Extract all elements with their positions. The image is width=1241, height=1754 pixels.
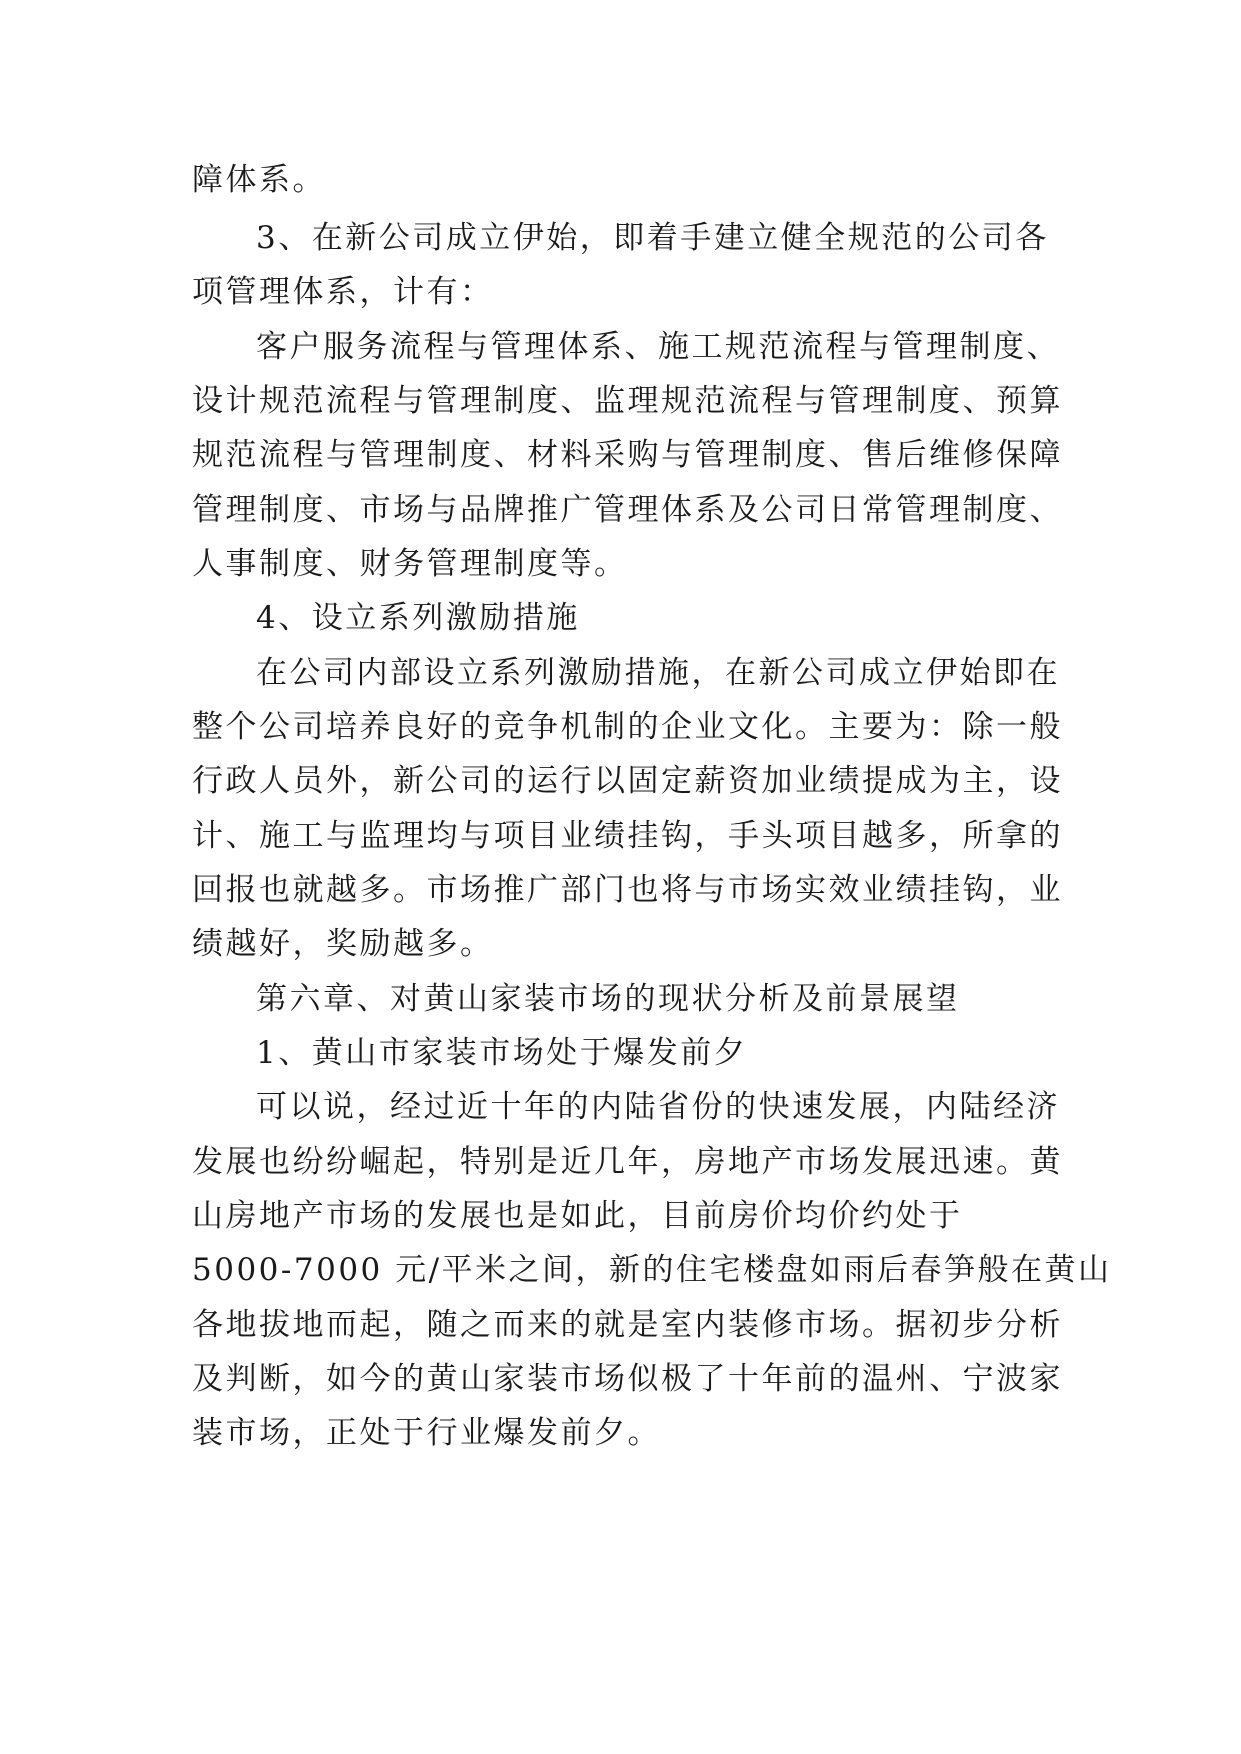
text-line: 发展也纷纷崛起，特别是近几年，房地产市场发展迅速。黄 (192, 1144, 1063, 1180)
chapter-heading: 第六章、对黄山家装市场的现状分析及前景展望 (256, 981, 960, 1017)
section-heading: 3、在新公司成立伊始，即着手建立健全规范的公司各 (256, 220, 1049, 256)
text-line: 各地拔地而起，随之而来的就是室内装修市场。据初步分析 (192, 1307, 1063, 1343)
text-line: 人事制度、财务管理制度等。 (192, 546, 628, 582)
text-line: 山房地产市场的发展也是如此，目前房价均价约处于 (192, 1198, 963, 1234)
text-line: 项管理体系，计有： (192, 274, 494, 310)
section-heading: 1、黄山市家装市场处于爆发前夕 (256, 1035, 748, 1071)
text-line: 行政人员外，新公司的运行以固定薪资加业绩提成为主，设 (192, 763, 1063, 799)
text-line: 及判断，如今的黄山家装市场似极了十年前的温州、宁波家 (192, 1361, 1063, 1397)
text-line: 客户服务流程与管理体系、施工规范流程与管理制度、 (256, 329, 1060, 365)
text-line: 整个公司培养良好的竞争机制的企业文化。主要为：除一般 (192, 709, 1063, 745)
text-line: 可以说，经过近十年的内陆省份的快速发展，内陆经济 (256, 1089, 1060, 1125)
text-line: 在公司内部设立系列激励措施，在新公司成立伊始即在 (256, 655, 1060, 691)
text-line: 回报也就越多。市场推广部门也将与市场实效业绩挂钩，业 (192, 872, 1063, 908)
section-heading: 4、设立系列激励措施 (256, 600, 580, 636)
text-line: 绩越好，奖励越多。 (192, 926, 494, 962)
text-line: 计、施工与监理均与项目业绩挂钩，手头项目越多，所拿的 (192, 818, 1063, 854)
text-line: 障体系。 (192, 162, 326, 198)
text-line: 设计规范流程与管理制度、监理规范流程与管理制度、预算 (192, 383, 1063, 419)
text-line: 规范流程与管理制度、材料采购与管理制度、售后维修保障 (192, 437, 1063, 473)
text-line: 5000-7000 元/平米之间，新的住宅楼盘如雨后春笋般在黄山 (192, 1252, 1112, 1288)
text-line: 装市场，正处于行业爆发前夕。 (192, 1415, 661, 1451)
text-line: 管理制度、市场与品牌推广管理体系及公司日常管理制度、 (192, 492, 1063, 528)
